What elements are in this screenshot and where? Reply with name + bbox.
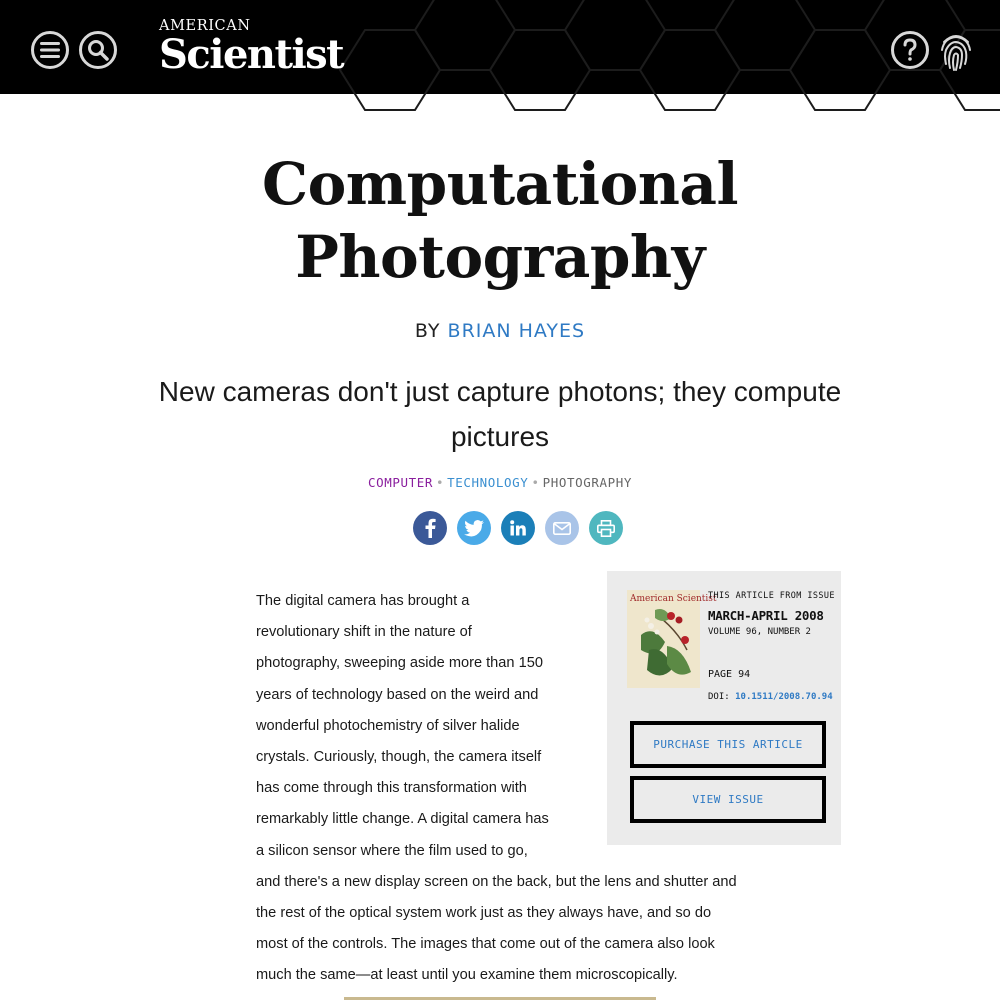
body-line: a silicon sensor where the film used to go, — [256, 842, 528, 859]
menu-button[interactable] — [31, 31, 69, 69]
article-title-line-1: Computational — [261, 150, 739, 218]
author-link[interactable]: BRIAN HAYES — [447, 320, 586, 342]
tag-computer[interactable]: COMPUTER — [368, 475, 434, 490]
site-logo[interactable] — [159, 18, 343, 76]
tag-list — [0, 475, 1000, 490]
body-line: the rest of the optical system work just as they always have, and so do — [256, 905, 712, 922]
hexagon-pattern — [0, 0, 1000, 94]
article-title-line-2: Photography — [295, 223, 705, 291]
purchase-article-button[interactable]: PURCHASE THIS ARTICLE — [630, 721, 826, 768]
linkedin-icon — [510, 520, 526, 536]
fingerprint-icon — [938, 30, 974, 72]
facebook-icon — [424, 518, 436, 538]
facebook-share-button[interactable] — [413, 511, 447, 545]
issue-label: THIS ARTICLE FROM ISSUE — [708, 591, 835, 601]
site-header — [0, 0, 1000, 94]
body-line: The digital camera has brought a — [256, 593, 470, 609]
body-line: and there's a new display screen on the back, but the lens and shutter and — [256, 873, 737, 890]
fingerprint-button[interactable] — [938, 30, 974, 72]
search-icon — [87, 39, 109, 61]
body-line: photography, sweeping aside more than 150 — [256, 655, 543, 672]
twitter-share-button[interactable] — [457, 511, 491, 545]
issue-doi — [708, 691, 833, 703]
help-icon — [900, 38, 920, 62]
issue-sidebar — [607, 571, 841, 845]
article-subtitle: New cameras don't just capture photons; they compute pictures — [158, 376, 842, 452]
tag-photography[interactable]: PHOTOGRAPHY — [542, 475, 632, 490]
body-line: most of the controls. The images that come out of the camera also look — [256, 936, 715, 953]
menu-icon — [40, 41, 60, 59]
body-line: has come through this transformation with — [256, 780, 527, 797]
print-icon — [597, 520, 615, 537]
body-line: much the same—at least until you examine them microscopically. — [256, 967, 678, 984]
body-line: crystals. Curiously, though, the camera itself — [256, 749, 542, 766]
logo-main-text: Scientist — [159, 31, 344, 78]
svg-text:American Scientist: American Scientist — [630, 594, 717, 604]
email-icon — [553, 522, 571, 535]
byline — [0, 320, 1000, 342]
issue-page: PAGE 94 — [708, 669, 751, 680]
issue-info — [708, 590, 836, 702]
issue-volume: VOLUME 96, NUMBER 2 — [708, 627, 811, 637]
body-line: years of technology based on the weird and — [256, 686, 539, 703]
view-issue-button[interactable]: VIEW ISSUE — [630, 776, 826, 823]
byline-prefix: BY — [414, 320, 441, 342]
body-line: remarkably little change. A digital camera has — [256, 811, 549, 828]
cover-illustration — [627, 590, 717, 688]
linkedin-share-button[interactable] — [501, 511, 535, 545]
issue-cover-image[interactable] — [627, 590, 717, 688]
tag-separator: • — [531, 475, 540, 490]
doi-link[interactable]: 10.1511/2008.70.94 — [735, 692, 833, 702]
issue-date: MARCH-APRIL 2008 — [708, 608, 824, 623]
tag-separator: • — [436, 475, 445, 490]
print-button[interactable] — [589, 511, 623, 545]
search-button[interactable] — [79, 31, 117, 69]
doi-prefix: DOI: — [708, 692, 730, 702]
tag-technology[interactable]: TECHNOLOGY — [447, 475, 529, 490]
twitter-icon — [464, 520, 484, 536]
share-bar — [413, 511, 633, 547]
body-line: wonderful photochemistry of silver halide — [256, 717, 520, 734]
help-button[interactable] — [891, 31, 929, 69]
article-title — [100, 148, 900, 294]
logo-top-text: AMERICAN — [159, 18, 251, 34]
email-share-button[interactable] — [545, 511, 579, 545]
body-line: revolutionary shift in the nature of — [256, 624, 472, 641]
